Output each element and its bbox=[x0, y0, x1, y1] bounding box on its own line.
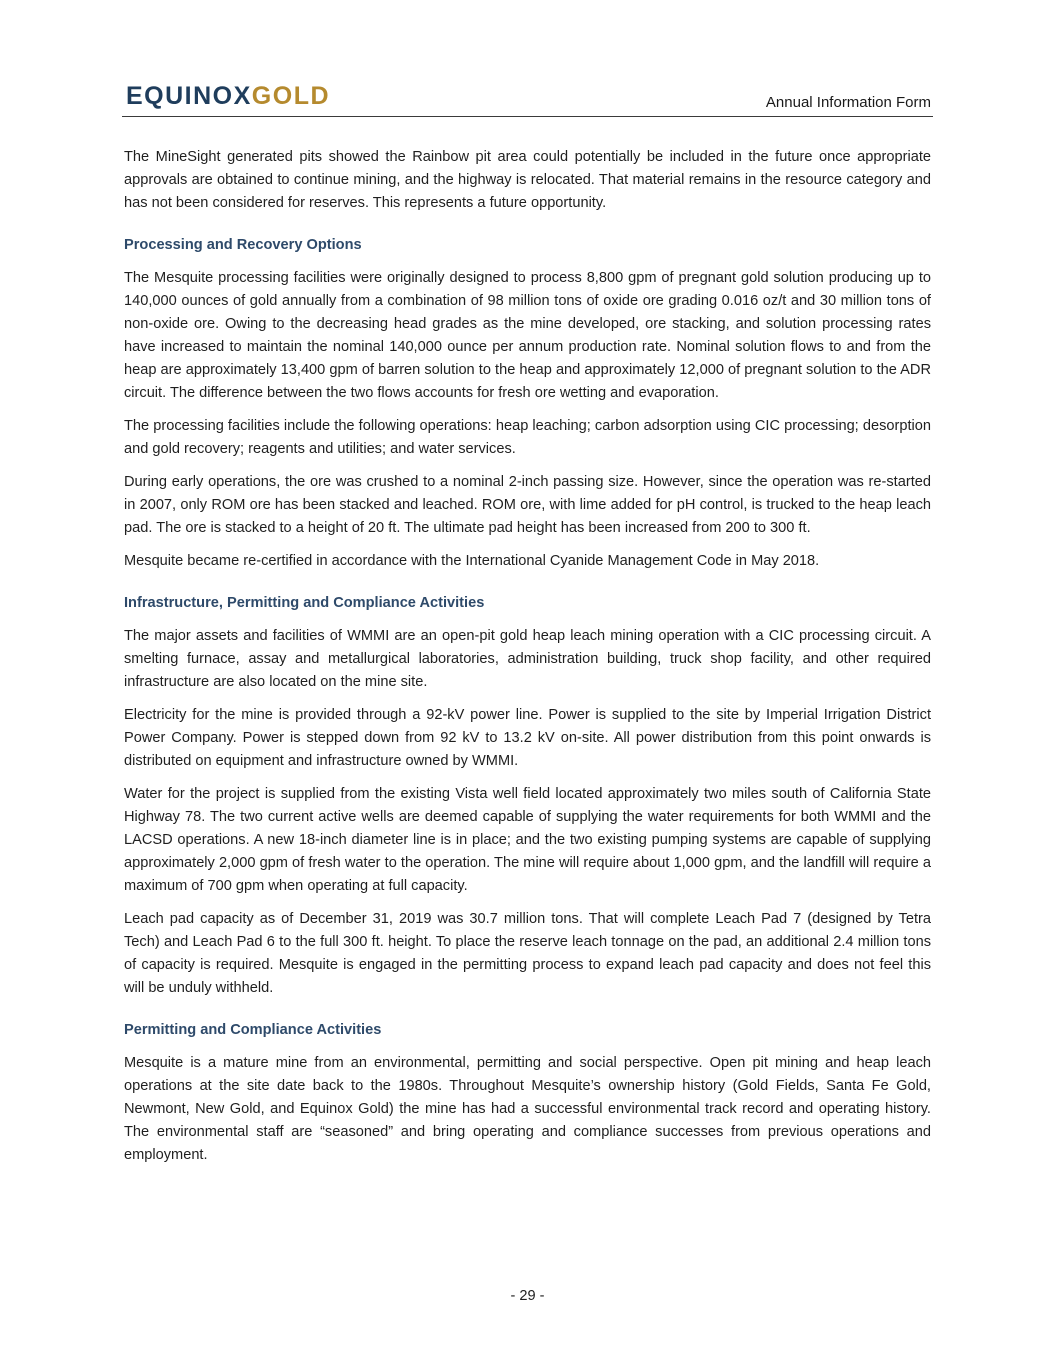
processing-paragraph-1: The Mesquite processing facilities were originally designed to process 8,800 gpm of pregnant gold solution producing up to 140,000 ounces of gold annually from a combination of 98 million tons of oxide ore grading 0.016 oz/t and 30 million tons of non-oxide ore. Owing to the decreasing head grades as the mine developed, ore stacking, and solution processing rates have increased to maintain the nominal 140,000 ounce per annum production rate. Nominal solution flows to and from the heap are approximately 13,400 gpm of barren solution to the heap and approximately 12,000 of pregnant solution to the ADR circuit. The difference between the two flows accounts for fresh ore wetting and evaporation. bbox=[124, 270, 931, 401]
page-body bbox=[124, 146, 931, 1177]
infrastructure-paragraph-1: The major assets and facilities of WMMI are an open-pit gold heap leach mining operation with a CIC processing circuit. A smelting furnace, assay and metallurgical laboratories, administration building, truck shop facility, and other required infrastructure are also located on the mine site. bbox=[124, 628, 931, 690]
processing-paragraph-3: During early operations, the ore was crushed to a nominal 2-inch passing size. However, since the operation was re-started in 2007, only ROM ore has been stacked and leached. ROM ore, with lime added for pH control, is trucked to the heap leach pad. The ore is stacked to a height of 20 ft. The ultimate pad height has been increased from 200 to 300 ft. bbox=[124, 474, 931, 536]
document-title: Annual Information Form bbox=[765, 94, 931, 111]
intro-paragraph: The MineSight generated pits showed the Rainbow pit area could potentially be included in the future once appropriate approvals are obtained to continue mining, and the highway is relocated. That material remains in the resource category and has not been considered for reserves. This represents a future opportunity. bbox=[124, 149, 931, 211]
section-heading-infrastructure: Infrastructure, Permitting and Compliance Activities bbox=[124, 595, 485, 611]
section-heading-permitting: Permitting and Compliance Activities bbox=[124, 1022, 382, 1038]
equinox-gold-logo bbox=[126, 82, 330, 110]
logo-text-gold: GOLD bbox=[251, 82, 331, 110]
infrastructure-paragraph-2: Electricity for the mine is provided through a 92-kV power line. Power is supplied to the site by Imperial Irrigation District Power Company. Power is stepped down from 92 kV to 13.2 kV on-site. All power distribution from this point onwards is distributed on equipment and infrastructure owned by WMMI. bbox=[124, 707, 931, 769]
permitting-paragraph-1: Mesquite is a mature mine from an environmental, permitting and social perspective. Open pit mining and heap leach operations at the site date back to the 1980s. Throughout Mesquite’s ownership history (Gold Fields, Santa Fe Gold, Newmont, New Gold, and Equinox Gold) the mine has had a successful environmental track record and operating history. The environmental staff are “seasoned” and bring operating and compliance successes from previous operations and employment. bbox=[124, 1055, 931, 1163]
infrastructure-paragraph-3: Water for the project is supplied from the existing Vista well field located approximately two miles south of California State Highway 78. The two current active wells are deemed capable of supplying the water requirements for both WMMI and the LACSD operations. A new 18-inch diameter line is in place; and the two existing pumping systems are capable of supplying approximately 2,000 gpm of fresh water to the operation. The mine will require about 1,000 gpm, and the landfill will require a maximum of 700 gpm when operating at full capacity. bbox=[124, 786, 931, 894]
section-heading-processing: Processing and Recovery Options bbox=[124, 237, 362, 253]
page-number: - 29 - bbox=[510, 1288, 545, 1304]
page-header bbox=[122, 80, 933, 117]
processing-paragraph-2: The processing facilities include the following operations: heap leaching; carbon adsorption using CIC processing; desorption and gold recovery; reagents and utilities; and water services. bbox=[124, 418, 931, 457]
logo-text-equinox: EQUINOX bbox=[126, 82, 252, 110]
processing-paragraph-4: Mesquite became re-certified in accordance with the International Cyanide Management Code in May 2018. bbox=[124, 553, 820, 569]
infrastructure-paragraph-4: Leach pad capacity as of December 31, 2019 was 30.7 million tons. That will complete Leach Pad 7 (designed by Tetra Tech) and Leach Pad 6 to the full 300 ft. height. To place the reserve leach tonnage on the pad, an additional 2.4 million tons of capacity is required. Mesquite is engaged in the permitting process to expand leach pad capacity and does not feel this will be unduly withheld. bbox=[124, 911, 931, 996]
